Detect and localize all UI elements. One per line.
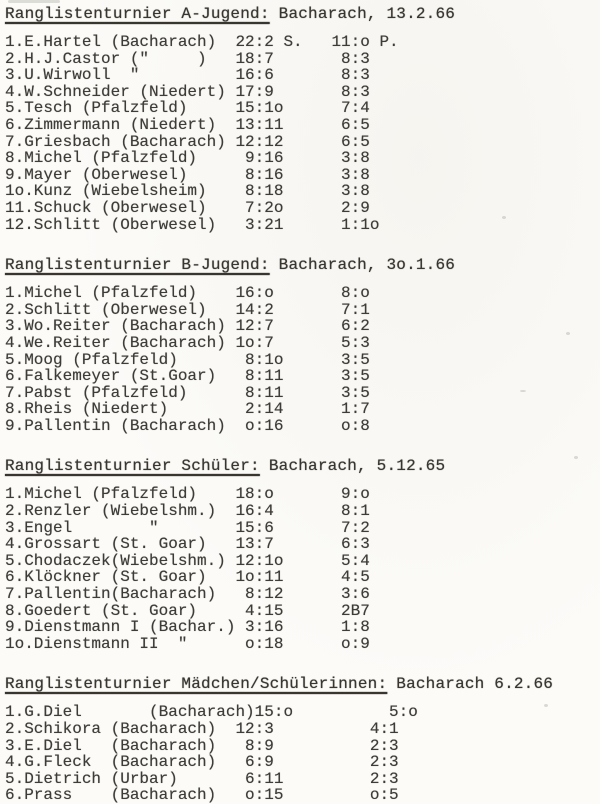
row-points-score: 2B7 [331,601,370,620]
row-games-cell [235,335,331,352]
row-games-cell [235,318,331,335]
table-row [5,486,600,503]
row-rank-name-club: 1o.Dienstmann II " [5,634,188,653]
tournament-place-date: Bacharach 6.2.66 [396,675,554,694]
row-rank-name-club: 2.H.J.Castor (" ) [5,49,207,68]
table-row [5,603,600,620]
row-games-cell [235,217,331,234]
row-points-score: 7:4 [331,99,370,118]
row-games-cell [235,117,331,134]
table-row [5,503,600,520]
row-games-score: 9:16 [235,149,284,168]
row-points-cell [331,117,379,134]
row-points-score: 8:3 [331,82,370,101]
row-points-cell [331,418,379,435]
row-rank-name-club: 6.Klöckner (St. Goar) [5,568,207,587]
section-heading [5,674,600,695]
row-points-cell [331,520,379,537]
row-points-score: 9:o [331,485,370,504]
row-games-score: o:15 [235,786,284,804]
row-games-cell [235,100,331,117]
row-points-cell [360,771,408,788]
row-games-score: 6:11 [235,769,284,788]
row-games-score: 8:16 [235,165,284,184]
row-rank-name-club: 7.Pabst (Pfalzfeld) [5,383,188,402]
row-points-score: 3:8 [331,165,370,184]
row-games-cell [235,418,331,435]
row-rank-name-club: 2.Schlitt (Oberwesel) [5,300,207,319]
row-rank-name-club: 1.G.Diel (Bacharach) [5,703,255,722]
row-rank-name-club: 1.E.Hartel (Bacharach) [5,33,217,51]
row-points-cell [331,536,379,553]
table-row [5,569,600,586]
row-points-cell [331,318,379,335]
ranking-table [5,34,600,233]
table-row [5,100,600,117]
table-row [5,117,600,134]
row-rank-name-club: 9.Dienstmann I (Bachar.) [5,618,236,637]
row-points-cell [331,553,379,570]
row-rank-name-club: 1o.Kunz (Wiebelsheim) [5,182,207,201]
row-rank-name-club: 4.G.Fleck (Bacharach) [5,753,217,772]
row-games-cell [235,619,331,636]
row-points-score: 3:8 [331,149,370,168]
row-rank-name-club: 9.Pallentin (Bacharach) [5,416,226,435]
row-points-cell [331,603,379,620]
row-rank-name-club: 7.Pallentin(Bacharach) [5,585,217,604]
row-games-cell [235,636,331,653]
row-points-score: 8:o [331,284,370,303]
row-rank-name-club: 4.W.Schneider (Niedert) [5,82,226,101]
row-rank-name-club: 5.Chodaczek(Wiebelshm.) [5,551,226,570]
row-games-score: 22:2 [235,33,274,51]
row-points-score: 5:3 [331,333,370,352]
row-games-score: 16:6 [235,66,274,85]
row-points-score: 5:4 [331,551,370,570]
row-games-score: 8:12 [235,585,284,604]
row-games-score: 12:3 [235,720,274,738]
ranking-table [5,486,600,652]
table-row [5,150,600,167]
row-points-score: o:5 [360,786,399,804]
row-games-score: 13:11 [235,115,284,134]
row-games-cell [235,787,360,804]
row-games-score: 8:11 [235,367,284,386]
row-points-score: 3:5 [331,383,370,402]
row-rank-name-club: 4.We.Reiter (Bacharach) [5,333,226,352]
row-rank-name-club: 12.Schlitt (Oberwesel) [5,215,217,234]
section-heading [5,4,600,25]
row-games-cell [235,67,331,84]
table-row [5,167,600,184]
row-games-cell [235,51,331,68]
row-rank-name-club: 1.Michel (Pfalzfeld) [5,284,198,303]
row-points-cell [331,302,379,319]
row-games-score: 15:o [254,703,294,722]
row-games-score: o:18 [235,634,284,653]
row-games-cell [235,754,360,771]
row-games-score: 18:7 [235,49,274,68]
row-points-cell [331,401,379,418]
row-games-cell [235,486,331,503]
table-row [5,34,600,51]
row-points-score: 11:o [331,33,370,51]
table-row [5,553,600,570]
row-games-cell [235,738,360,755]
row-points-score: 1:1o [331,215,380,234]
row-rank-name-club: 3.Engel " [5,518,159,537]
table-row [5,67,600,84]
row-games-score: 14:2 [235,300,274,319]
tournament-title: Ranglistenturnier A-Jugend: [5,5,270,23]
row-points-cell [331,636,379,653]
row-games-cell [235,368,331,385]
row-points-cell [331,150,379,167]
row-games-cell [235,520,331,537]
row-rank-name-club: 4.Grossart (St. Goar) [5,535,207,554]
row-points-score: 1:7 [331,400,370,419]
row-games-score: 8:11 [235,383,284,402]
row-points-cell [360,721,408,738]
row-rank-name-club: 1.Michel (Pfalzfeld) [5,485,198,504]
row-points-cell [331,486,379,503]
row-games-cell [235,352,331,369]
row-points-score: 3:5 [331,367,370,386]
row-rank-name-club: 6.Falkemeyer (St.Goar) [5,367,217,386]
row-games-cell [235,553,331,570]
row-points-cell [331,352,379,369]
section-heading [5,255,600,276]
table-row [5,787,600,804]
table-row [5,738,600,755]
table-row [5,84,600,101]
row-points-score: 1:8 [331,618,370,637]
row-games-score: 3:16 [235,618,284,637]
table-row [5,636,600,653]
row-points-cell [331,285,379,302]
tournament-title: Ranglistenturnier B-Jugend: [5,256,270,275]
row-points-score: 2:3 [360,753,399,772]
ranking-table [5,285,600,434]
tournament-place-date: Bacharach, 3o.1.66 [278,256,456,275]
points-unit-label: P. [379,33,399,51]
row-games-cell [235,200,331,217]
table-row [5,586,600,603]
row-points-cell [331,335,379,352]
row-games-cell [235,84,331,101]
row-points-cell [360,754,408,771]
table-row [5,134,600,151]
table-row [5,285,600,302]
table-row [5,352,600,369]
tournament-place-date: Bacharach, 13.2.66 [278,5,456,23]
row-games-cell [235,285,331,302]
row-games-score: 8:1o [235,350,284,369]
row-points-cell [331,51,379,68]
tournament-title: Ranglistenturnier Mädchen/Schülerinnen: [5,675,388,694]
table-row [5,704,600,721]
row-points-score: 2:9 [331,198,370,217]
row-games-cell [235,401,331,418]
row-rank-name-club: 3.U.Wirwoll " [5,66,140,85]
row-rank-name-club: 6.Prass (Bacharach) [5,786,217,804]
section-schueler [5,456,600,652]
row-games-score: 18:o [235,485,274,504]
row-games-score: o:16 [235,416,284,435]
table-row [5,520,600,537]
section-maedchen-schuelerinnen [5,674,600,804]
row-games-cell [235,385,331,402]
row-games-cell [235,150,331,167]
row-points-score: 4:1 [360,720,399,738]
row-points-score: 6:3 [331,535,370,554]
row-games-cell [235,302,331,319]
table-row [5,385,600,402]
row-games-cell [235,569,331,586]
row-rank-name-club: 5.Dietrich (Urbar) [5,769,178,788]
row-points-score: o:9 [331,634,370,653]
row-rank-name-club: 8.Rheis (Niedert) [5,400,169,419]
row-points-score: 3:6 [331,585,370,604]
row-points-score: 7:1 [331,300,370,319]
tournament-title: Ranglistenturnier Schüler: [5,457,260,476]
row-games-score: 3:21 [235,215,284,234]
row-rank-name-club: 2.Renzler (Wiebelshm.) [5,502,217,521]
row-points-cell [331,586,379,603]
table-row [5,200,600,217]
table-row [5,302,600,319]
row-points-score: 6:5 [331,115,370,134]
scan-smudge [8,0,60,3]
row-games-cell [235,536,331,553]
row-points-score: 8:3 [331,49,370,68]
row-rank-name-club: 7.Griesbach (Bacharach) [5,132,226,151]
row-points-score: o:8 [331,416,370,435]
row-games-score: 16:o [235,284,274,303]
row-points-score: 3:8 [331,182,370,201]
row-games-score: 15:6 [235,518,274,537]
row-points-cell [331,200,379,217]
row-points-cell [331,619,379,636]
row-rank-name-club: 6.Zimmermann (Niedert) [5,115,217,134]
row-points-score: 8:3 [331,66,370,85]
row-points-cell [331,183,379,200]
row-games-score: 1o:7 [235,333,274,352]
row-games-score: 8:18 [235,182,284,201]
row-points-cell [331,368,379,385]
row-points-score: 7:2 [331,518,370,537]
table-row [5,217,600,234]
row-games-cell [235,771,360,788]
row-points-score: 5:o [379,703,418,722]
row-games-score: 7:2o [235,198,284,217]
row-points-cell [331,100,379,117]
row-points-cell [331,167,379,184]
table-row [5,721,600,738]
row-points-score: 3:5 [331,350,370,369]
row-points-cell [360,738,408,755]
table-row [5,183,600,200]
row-games-score: 13:7 [235,535,274,554]
row-games-score: 12:7 [235,317,274,336]
row-points-score: 8:1 [331,502,370,521]
row-games-score: 4:15 [235,601,284,620]
row-games-score: 2:14 [235,400,284,419]
row-games-score: 15:1o [235,99,284,118]
row-points-cell [331,67,379,84]
tournament-place-date: Bacharach, 5.12.65 [268,457,446,476]
row-games-cell [235,503,331,520]
row-rank-name-club: 5.Tesch (Pfalzfeld) [5,99,188,118]
row-rank-name-club: 8.Goedert (St. Goar) [5,601,198,620]
row-points-score: 4:5 [331,568,370,587]
row-games-cell [235,134,331,151]
section-heading [5,456,600,477]
row-points-cell [331,503,379,520]
table-row [5,536,600,553]
row-games-cell [235,586,331,603]
row-games-cell [235,167,331,184]
row-games-score: 12:12 [235,132,284,151]
section-a-jugend [5,4,600,233]
row-games-cell [235,603,331,620]
table-row [5,51,600,68]
table-row [5,368,600,385]
row-rank-name-club: 2.Schikora (Bacharach) [5,720,217,738]
row-rank-name-club: 8.Michel (Pfalzfeld) [5,149,198,168]
row-games-score: 1o:11 [235,568,284,587]
row-games-score: 8:9 [235,736,274,755]
section-b-jugend [5,255,600,434]
row-games-cell [255,704,380,721]
row-points-cell [331,134,379,151]
row-rank-name-club: 9.Mayer (Oberwesel) [5,165,188,184]
ranking-table [5,704,600,804]
row-points-cell [331,34,398,51]
row-games-score: 17:9 [235,82,274,101]
row-points-cell [331,385,379,402]
row-points-score: 6:2 [331,317,370,336]
row-games-cell [235,183,331,200]
row-games-score: 12:1o [235,551,284,570]
table-row [5,619,600,636]
row-points-score: 6:5 [331,132,370,151]
table-row [5,318,600,335]
row-games-cell [235,721,360,738]
table-row [5,401,600,418]
row-games-score: 16:4 [235,502,274,521]
table-row [5,335,600,352]
row-rank-name-club: 3.Wo.Reiter (Bacharach) [5,317,226,336]
row-rank-name-club: 11.Schuck (Oberwesel) [5,198,207,217]
row-rank-name-club: 3.E.Diel (Bacharach) [5,736,217,755]
row-games-cell [235,34,331,51]
table-row [5,771,600,788]
row-points-cell [379,704,427,721]
row-points-cell [331,84,379,101]
row-rank-name-club: 5.Moog (Pfalzfeld) [5,350,178,369]
games-unit-label: S. [283,33,303,51]
row-points-cell [360,787,408,804]
row-points-cell [331,569,379,586]
row-points-cell [331,217,379,234]
table-row [5,418,600,435]
row-games-score: 6:9 [235,753,274,772]
row-points-score: 2:3 [360,769,399,788]
table-row [5,754,600,771]
row-points-score: 2:3 [360,736,399,755]
